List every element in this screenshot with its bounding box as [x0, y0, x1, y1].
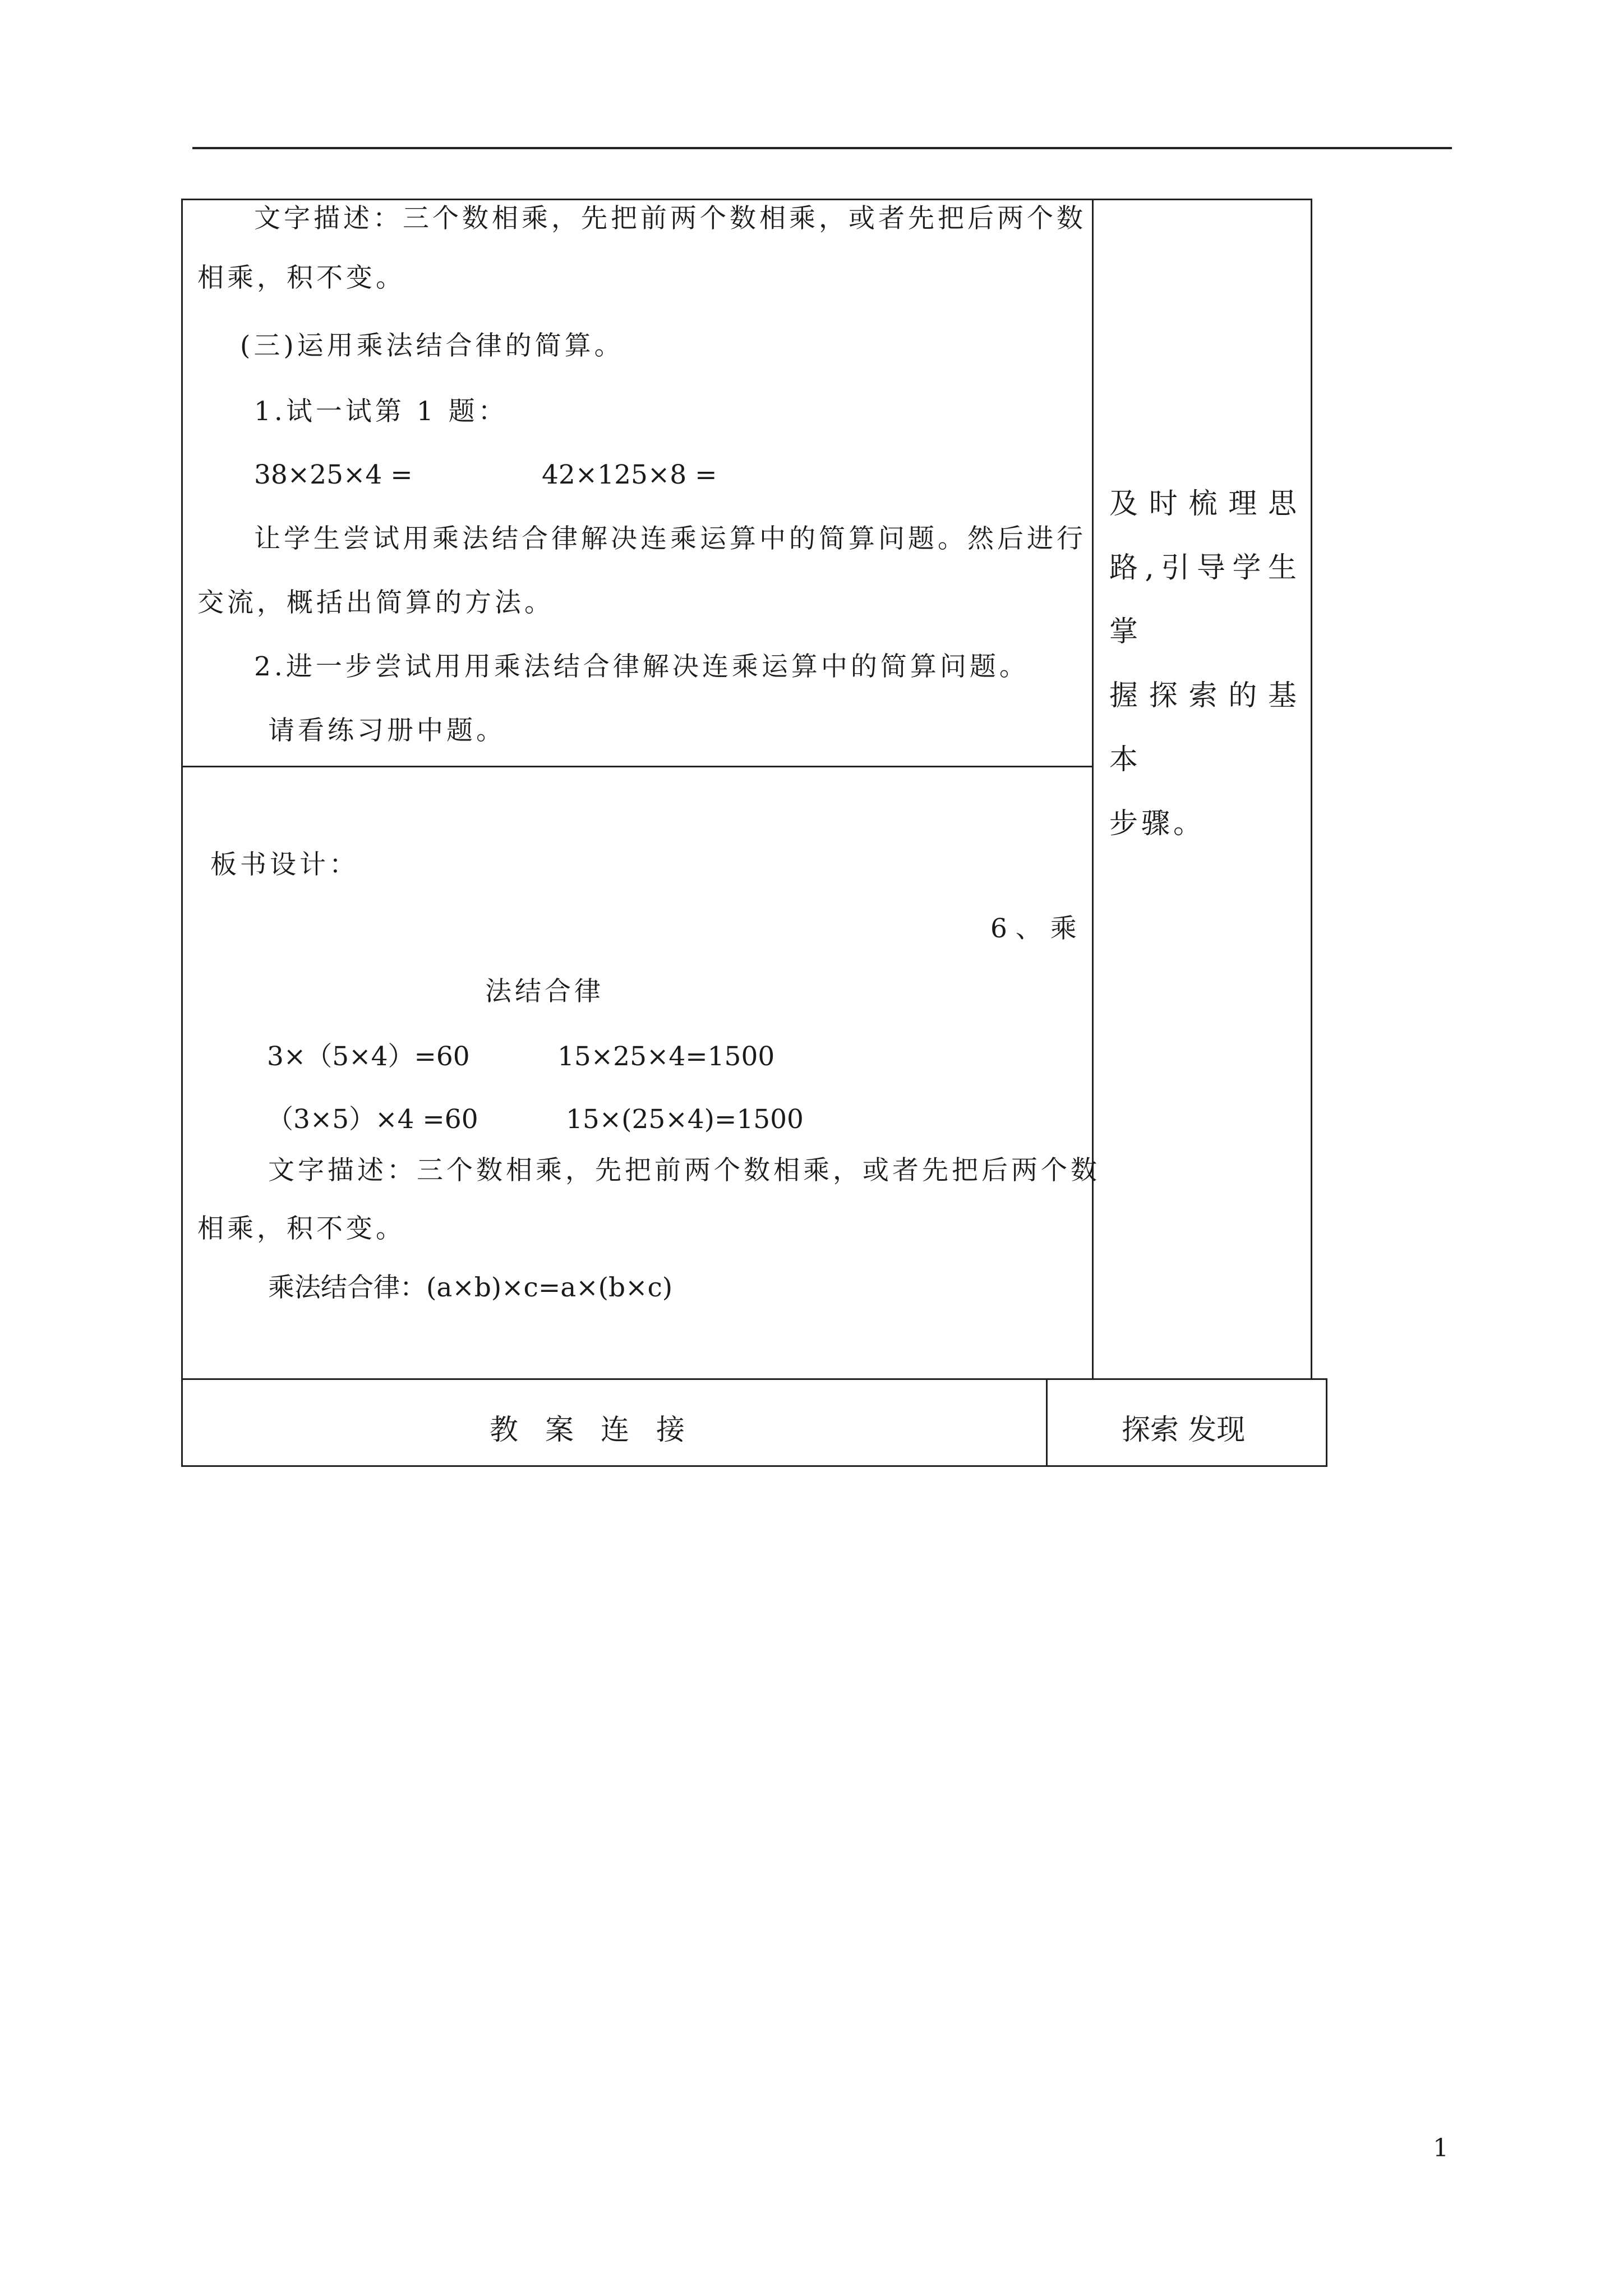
board-title-part-1: 6 、 乘 — [990, 913, 1077, 944]
header-rule — [192, 147, 1452, 149]
explore-discover-label: 探索 发现 — [1122, 1414, 1246, 1447]
associative-law-formula: 乘法结合律：(a×b)×c=a×(b×c) — [268, 1272, 673, 1303]
teaching-intent-line: 步骤。 — [1109, 807, 1206, 840]
description-line-1: 文字描述：三个数相乘，先把前两个数相乘，或者先把后两个数 — [254, 203, 1086, 234]
teaching-intent-line: 及时梳理思 — [1109, 487, 1300, 521]
exercise-2-text: 2.进一步尝试用用乘法结合律解决连乘运算中的简算问题。 — [254, 651, 1029, 682]
footer-table-divider — [1046, 1378, 1048, 1467]
exercise-1-heading: 1.试一试第 1 题： — [254, 396, 508, 427]
section-3-heading: (三)运用乘法结合律的简算。 — [240, 330, 624, 361]
teaching-intent-line: 路,引导学生掌 — [1109, 551, 1300, 648]
lesson-table-column-divider — [1092, 199, 1094, 1380]
expression-a: 38×25×4 = — [254, 459, 413, 490]
board-description-line-1: 文字描述：三个数相乘，先把前两个数相乘，或者先把后两个数 — [268, 1155, 1100, 1186]
board-title-part-2: 法结合律 — [485, 976, 604, 1007]
workbook-note: 请看练习册中题。 — [268, 715, 506, 746]
board-description-line-2: 相乘，积不变。 — [197, 1213, 405, 1244]
teaching-intent-line: 握探索的基本 — [1109, 679, 1300, 776]
teaching-intent-note — [1109, 472, 1300, 856]
expression-b: 42×125×8 = — [542, 459, 717, 490]
description-line-2: 相乘，积不变。 — [197, 263, 405, 293]
lesson-table-row-divider — [181, 766, 1094, 767]
try-instruction-line-2: 交流，概括出简算的方法。 — [197, 587, 554, 618]
board-equation-2-left: （3×5）×4 =60 — [267, 1104, 478, 1135]
board-equation-1-right: 15×25×4=1500 — [557, 1041, 775, 1072]
board-design-label: 板书设计： — [210, 849, 359, 880]
lesson-link-label: 教案连接 — [490, 1414, 712, 1447]
board-equation-2-right: 15×(25×4)=1500 — [566, 1104, 804, 1135]
page-number: 1 — [1433, 2134, 1449, 2162]
board-equation-1-left: 3×（5×4）=60 — [267, 1041, 470, 1072]
try-instruction-line-1: 让学生尝试用乘法结合律解决连乘运算中的简算问题。然后进行 — [254, 523, 1086, 554]
